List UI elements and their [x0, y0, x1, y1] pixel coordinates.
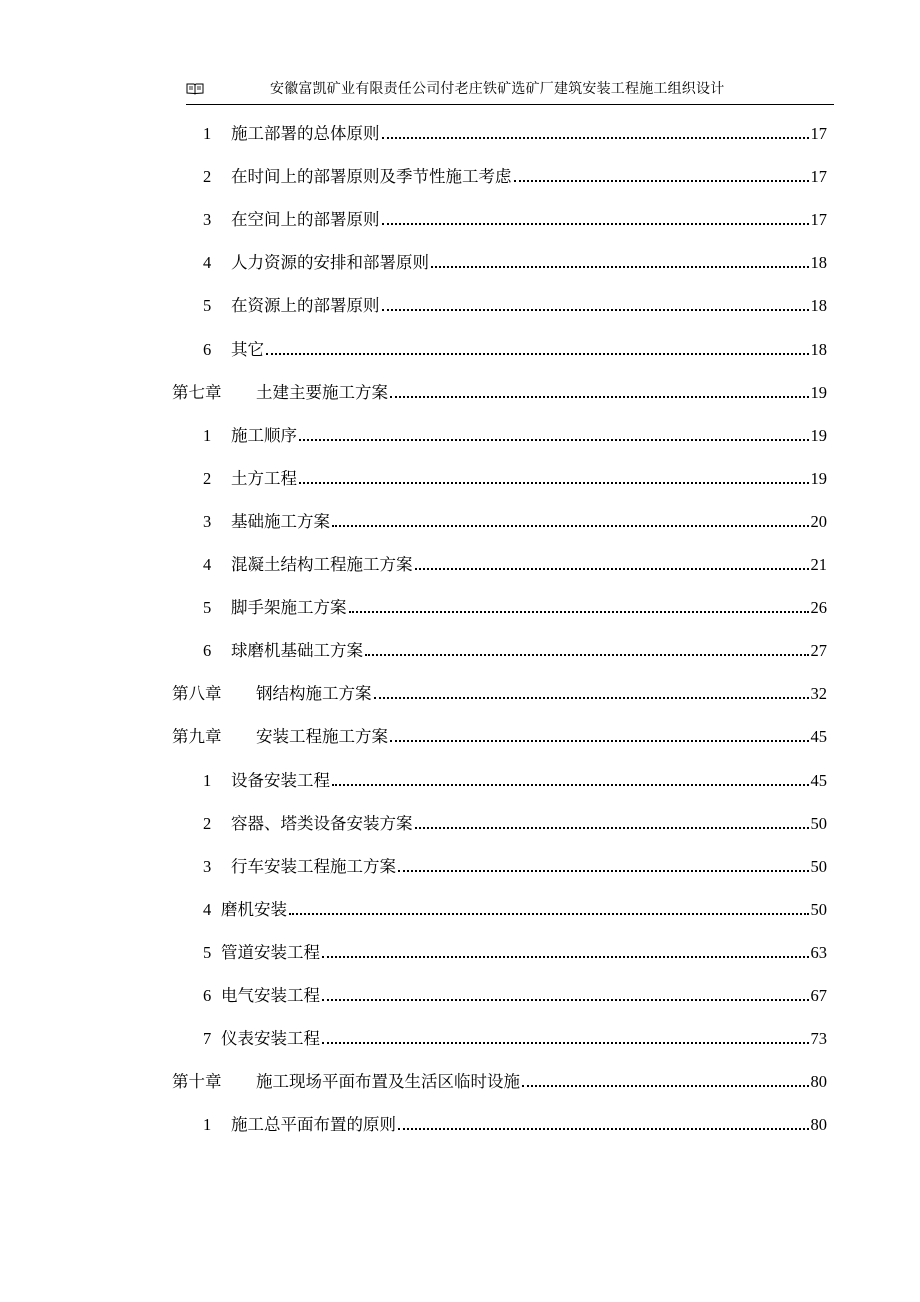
toc-entry[interactable] — [172, 1068, 827, 1092]
toc-entry[interactable] — [203, 422, 827, 446]
toc-dot-leader — [322, 956, 809, 958]
toc-entry-page: 73 — [810, 1029, 827, 1049]
toc-entry-number: 1 — [203, 770, 212, 790]
toc-entry-title: 行车安装工程施工方案 — [231, 856, 396, 876]
toc-entry-page: 18 — [810, 296, 827, 316]
toc-entry-number: 2 — [203, 167, 212, 187]
toc-entry-number: 4 — [203, 555, 212, 574]
toc-dot-leader — [415, 827, 809, 829]
toc-entry[interactable] — [203, 896, 827, 920]
toc-entry-page: 63 — [810, 942, 827, 962]
toc-dot-leader — [382, 309, 809, 311]
toc-dot-leader — [514, 180, 809, 182]
toc-dot-leader — [299, 482, 809, 484]
toc-entry-number: 7 — [203, 1029, 212, 1049]
toc-entry-number: 6 — [203, 641, 212, 661]
toc-entry-title: 基础施工方案 — [231, 511, 330, 531]
toc-entry-title: 管道安装工程 — [221, 942, 320, 962]
toc-entry-title: 设备安装工程 — [231, 770, 330, 790]
toc-entry-page: 19 — [810, 382, 827, 402]
toc-entry-number: 第八章 — [172, 684, 222, 704]
toc-entry-title: 在空间上的部署原则 — [231, 210, 380, 230]
toc-dot-leader — [299, 439, 809, 441]
toc-entry[interactable] — [203, 982, 827, 1006]
toc-entry[interactable] — [172, 723, 827, 747]
toc-entry-page: 17 — [810, 124, 827, 143]
toc-entry-number: 3 — [203, 210, 212, 230]
toc-dot-leader — [266, 353, 809, 355]
toc-entry[interactable] — [172, 680, 827, 704]
toc-dot-leader — [390, 740, 809, 742]
toc-entry[interactable] — [203, 292, 827, 316]
toc-dot-leader — [382, 223, 809, 225]
toc-entry[interactable] — [203, 336, 827, 360]
toc-dot-leader — [332, 784, 809, 786]
toc-entry-number: 2 — [203, 813, 212, 833]
toc-entry[interactable] — [203, 465, 827, 489]
toc-entry-title: 施工部署的总体原则 — [231, 124, 380, 143]
toc-entry-title: 仪表安装工程 — [221, 1029, 320, 1049]
toc-entry-page: 18 — [810, 339, 827, 359]
toc-dot-leader — [431, 266, 809, 268]
toc-entry-number: 6 — [203, 339, 212, 359]
toc-dot-leader — [349, 611, 809, 613]
toc-entry[interactable] — [203, 1111, 827, 1135]
toc-entry-title: 在资源上的部署原则 — [231, 296, 380, 316]
toc-entry-number: 5 — [203, 296, 212, 316]
toc-entry[interactable] — [203, 206, 827, 230]
toc-entry-number: 1 — [203, 124, 212, 143]
toc-entry-title: 安装工程施工方案 — [256, 727, 388, 747]
toc-entry-title: 容器、塔类设备安装方案 — [231, 813, 413, 833]
toc-entry[interactable] — [203, 508, 827, 532]
toc-dot-leader — [522, 1085, 809, 1087]
toc-entry-page: 21 — [810, 555, 827, 574]
toc-dot-leader — [322, 1042, 809, 1044]
toc-entry-page: 27 — [810, 641, 827, 661]
toc-entry-number: 5 — [203, 942, 212, 962]
toc-entry[interactable] — [203, 810, 827, 834]
toc-entry-number: 第十章 — [172, 1072, 222, 1092]
toc-entry-page: 67 — [810, 986, 827, 1005]
toc-entry-title: 球磨机基础工方案 — [231, 641, 363, 661]
toc-entry[interactable] — [203, 594, 827, 618]
toc-entry-title: 电气安装工程 — [221, 986, 320, 1005]
toc-entry-title: 混凝土结构工程施工方案 — [231, 555, 413, 574]
toc-dot-leader — [398, 1128, 809, 1130]
toc-entry-title: 其它 — [231, 339, 264, 359]
toc-dot-leader — [374, 697, 809, 699]
toc-entry[interactable] — [203, 120, 827, 144]
toc-entry-title: 人力资源的安排和部署原则 — [231, 253, 429, 273]
toc-entry-page: 80 — [810, 1115, 827, 1135]
header-title: 安徽富凯矿业有限责任公司付老庄铁矿选矿厂建筑安装工程施工组织设计 — [270, 81, 725, 97]
toc-entry-page: 19 — [810, 468, 827, 488]
toc-entry-number: 5 — [203, 598, 212, 618]
toc-entry-title: 土建主要施工方案 — [256, 382, 388, 402]
toc-dot-leader — [332, 525, 809, 527]
toc-entry-page: 20 — [810, 511, 827, 531]
toc-entry-page: 80 — [810, 1072, 827, 1092]
toc-dot-leader — [415, 568, 809, 570]
toc-entry-title: 脚手架施工方案 — [231, 598, 347, 618]
toc-entry[interactable] — [203, 551, 827, 575]
toc-entry-number: 6 — [203, 986, 212, 1005]
toc-entry-number: 4 — [203, 899, 212, 919]
toc-entry-title: 施工现场平面布置及生活区临时设施 — [256, 1072, 520, 1092]
toc-entry[interactable] — [203, 1025, 827, 1049]
toc-dot-leader — [390, 396, 809, 398]
toc-entry-title: 钢结构施工方案 — [256, 684, 372, 704]
toc-entry-title: 施工顺序 — [231, 425, 297, 445]
toc-entry-title: 在时间上的部署原则及季节性施工考虑 — [231, 167, 512, 187]
toc-entry-page: 26 — [810, 598, 827, 618]
toc-dot-leader — [289, 913, 809, 915]
toc-entry[interactable] — [203, 853, 827, 877]
toc-entry-title: 磨机安装 — [221, 899, 287, 919]
toc-entry-number: 3 — [203, 856, 212, 876]
toc-entry-page: 45 — [810, 727, 827, 747]
toc-entry-title: 土方工程 — [231, 468, 297, 488]
toc-entry[interactable] — [203, 163, 827, 187]
toc-entry-number: 第七章 — [172, 382, 222, 402]
toc-entry-page: 17 — [810, 210, 827, 230]
toc-entry-page: 50 — [810, 813, 827, 833]
toc-dot-leader — [365, 654, 809, 656]
toc-entry[interactable] — [203, 249, 827, 273]
toc-entry[interactable] — [172, 379, 827, 403]
toc-entry-page: 19 — [810, 425, 827, 445]
toc-entry[interactable] — [203, 767, 827, 791]
toc-entry-page: 45 — [810, 770, 827, 790]
toc-dot-leader — [322, 999, 809, 1001]
toc-entry-page: 50 — [810, 899, 827, 919]
toc-entry-number: 3 — [203, 511, 212, 531]
toc-dot-leader — [398, 870, 809, 872]
toc-entry-number: 1 — [203, 1115, 212, 1135]
toc-entry-page: 50 — [810, 856, 827, 876]
toc-entry-number: 1 — [203, 425, 212, 445]
toc-entry[interactable] — [203, 637, 827, 661]
toc-entry-title: 施工总平面布置的原则 — [231, 1115, 396, 1135]
toc-entry[interactable] — [203, 939, 827, 963]
toc-entry-page: 18 — [810, 253, 827, 273]
toc-entry-page: 32 — [810, 684, 827, 704]
toc-entry-page: 17 — [810, 167, 827, 187]
toc-entry-number: 第九章 — [172, 727, 222, 747]
toc-entry-number: 2 — [203, 468, 212, 488]
toc-entry-number: 4 — [203, 253, 212, 273]
toc-dot-leader — [382, 137, 809, 139]
